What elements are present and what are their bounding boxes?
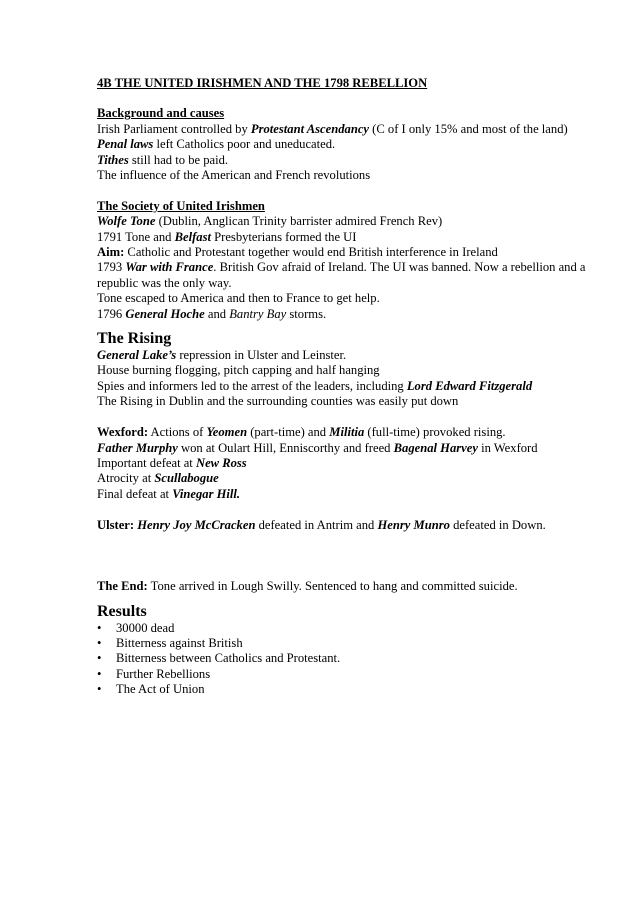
text-run: defeated in Antrim and [255, 517, 378, 532]
text-line [97, 487, 597, 502]
text-line [97, 153, 597, 168]
text-line [97, 456, 597, 471]
document-page [97, 76, 597, 698]
label-bold: The End: [97, 579, 148, 594]
list-item [97, 667, 597, 682]
list-item-text: 30000 dead [116, 620, 175, 635]
emphasis-term: Father Murphy [97, 440, 178, 455]
text-run: (Dublin, Anglican Trinity barrister admired French Rev) [155, 214, 443, 229]
text-run: (C of I only 15% and most of the land) [369, 121, 568, 136]
text-line: House burning flogging, pitch capping and half hanging [97, 363, 380, 378]
emphasis-term: Protestant Ascendancy [250, 121, 370, 136]
emphasis-term: Belfast [174, 229, 211, 244]
list-item-text: Further Rebellions [116, 666, 211, 681]
emphasis-term: Penal laws [97, 137, 154, 152]
text-line [97, 307, 597, 322]
section-rising [97, 330, 597, 410]
list-item-text: Bitterness against British [116, 635, 243, 650]
results-list [97, 621, 597, 698]
text-run: Spies and informers led to the arrest of the leaders, including [97, 378, 407, 393]
text-run: in Wexford [477, 440, 538, 455]
spacer [97, 548, 597, 563]
section-ulster [97, 518, 597, 533]
text-line: Tone escaped to America and then to France to get help. [97, 291, 380, 306]
text-run: 1796 [97, 306, 126, 321]
emphasis-term: Scullabogue [154, 471, 219, 486]
section-heading-society: The Society of United Irishmen [97, 198, 265, 213]
list-item-text: The Act of Union [116, 682, 205, 697]
text-run: Important defeat at [97, 455, 196, 470]
text-line [97, 379, 597, 394]
text-run: Tone arrived in Lough Swilly. Sentenced to hang and committed suicide. [147, 579, 518, 594]
bullet-icon: • [97, 651, 102, 666]
emphasis-term: Bagenal Harvey [393, 440, 478, 455]
text-run: 1791 Tone and [97, 229, 175, 244]
text-run: and [204, 306, 230, 321]
page-title: 4B THE UNITED IRISHMEN AND THE 1798 REBELLION [97, 76, 428, 90]
spacer [97, 533, 597, 548]
spacer [97, 502, 597, 517]
text-run: (full-time) provoked rising. [364, 425, 506, 440]
list-item [97, 636, 597, 651]
text-line [97, 214, 597, 229]
emphasis-term: New Ross [195, 455, 247, 470]
text-run: Catholic and Protestant together would end British interference in Ireland [124, 245, 498, 260]
section-heading-background: Background and causes [97, 106, 225, 121]
text-line [97, 230, 597, 245]
text-run: Final defeat at [97, 486, 173, 501]
list-item [97, 621, 597, 636]
spacer [97, 564, 597, 579]
text-line [97, 260, 597, 291]
list-item-text: Bitterness between Catholics and Protestant. [116, 651, 341, 666]
text-line [97, 425, 597, 440]
emphasis-term: Henry Munro [377, 517, 450, 532]
text-line [97, 441, 597, 456]
emphasis-term: Lord Edward Fitzgerald [406, 378, 533, 393]
text-line [97, 137, 597, 152]
emphasis-term: Vinegar Hill. [172, 486, 241, 501]
bullet-icon: • [97, 666, 102, 681]
spacer [97, 410, 597, 425]
text-run: still had to be paid. [128, 152, 229, 167]
text-run: defeated in Down. [449, 517, 546, 532]
italic-term: Bantry Bay [229, 306, 287, 321]
section-end [97, 579, 597, 594]
text-run: won at Oulart Hill, Enniscorthy and freed [177, 440, 394, 455]
text-line [97, 122, 597, 137]
emphasis-term: Henry Joy McCracken [137, 517, 256, 532]
text-line [97, 471, 597, 486]
emphasis-term: Tithes [97, 152, 129, 167]
text-run: . British Gov afraid of Ireland. The UI was banned. Now a rebellion and a republic was the only way. [97, 260, 586, 290]
section-wexford [97, 425, 597, 502]
label-bold: Ulster: [97, 517, 135, 532]
text-run: repression in Ulster and Leinster. [176, 348, 347, 363]
section-results [97, 603, 597, 698]
text-run: Atrocity at [97, 471, 155, 486]
text-line [97, 348, 597, 363]
emphasis-term: Militia [329, 425, 365, 440]
text-run: Presbyterians formed the UI [210, 229, 357, 244]
text-run: Actions of [148, 425, 207, 440]
bullet-icon: • [97, 620, 102, 635]
emphasis-term: Wolfe Tone [97, 214, 156, 229]
text-line: The influence of the American and French revolutions [97, 168, 371, 183]
emphasis-term: General Hoche [125, 306, 205, 321]
label-bold: Wexford: [97, 425, 149, 440]
emphasis-term: War with France [125, 260, 214, 275]
section-society [97, 199, 597, 322]
bullet-icon: • [97, 635, 102, 650]
list-item [97, 651, 597, 666]
text-run: left Catholics poor and uneducated. [153, 137, 336, 152]
section-heading-results: Results [97, 602, 147, 620]
spacer [97, 183, 597, 198]
text-run: storms. [286, 306, 327, 321]
text-run: Irish Parliament controlled by [97, 121, 251, 136]
label-bold: Aim: [97, 245, 125, 260]
section-background [97, 106, 597, 183]
text-line [97, 245, 597, 260]
emphasis-term: General Lake’s [97, 348, 177, 363]
text-line: The Rising in Dublin and the surrounding counties was easily put down [97, 394, 459, 409]
emphasis-term: Yeomen [206, 425, 248, 440]
text-run: (part-time) and [247, 425, 330, 440]
section-heading-rising: The Rising [97, 330, 172, 348]
list-item [97, 682, 597, 697]
bullet-icon: • [97, 682, 102, 697]
text-run: 1793 [97, 260, 126, 275]
